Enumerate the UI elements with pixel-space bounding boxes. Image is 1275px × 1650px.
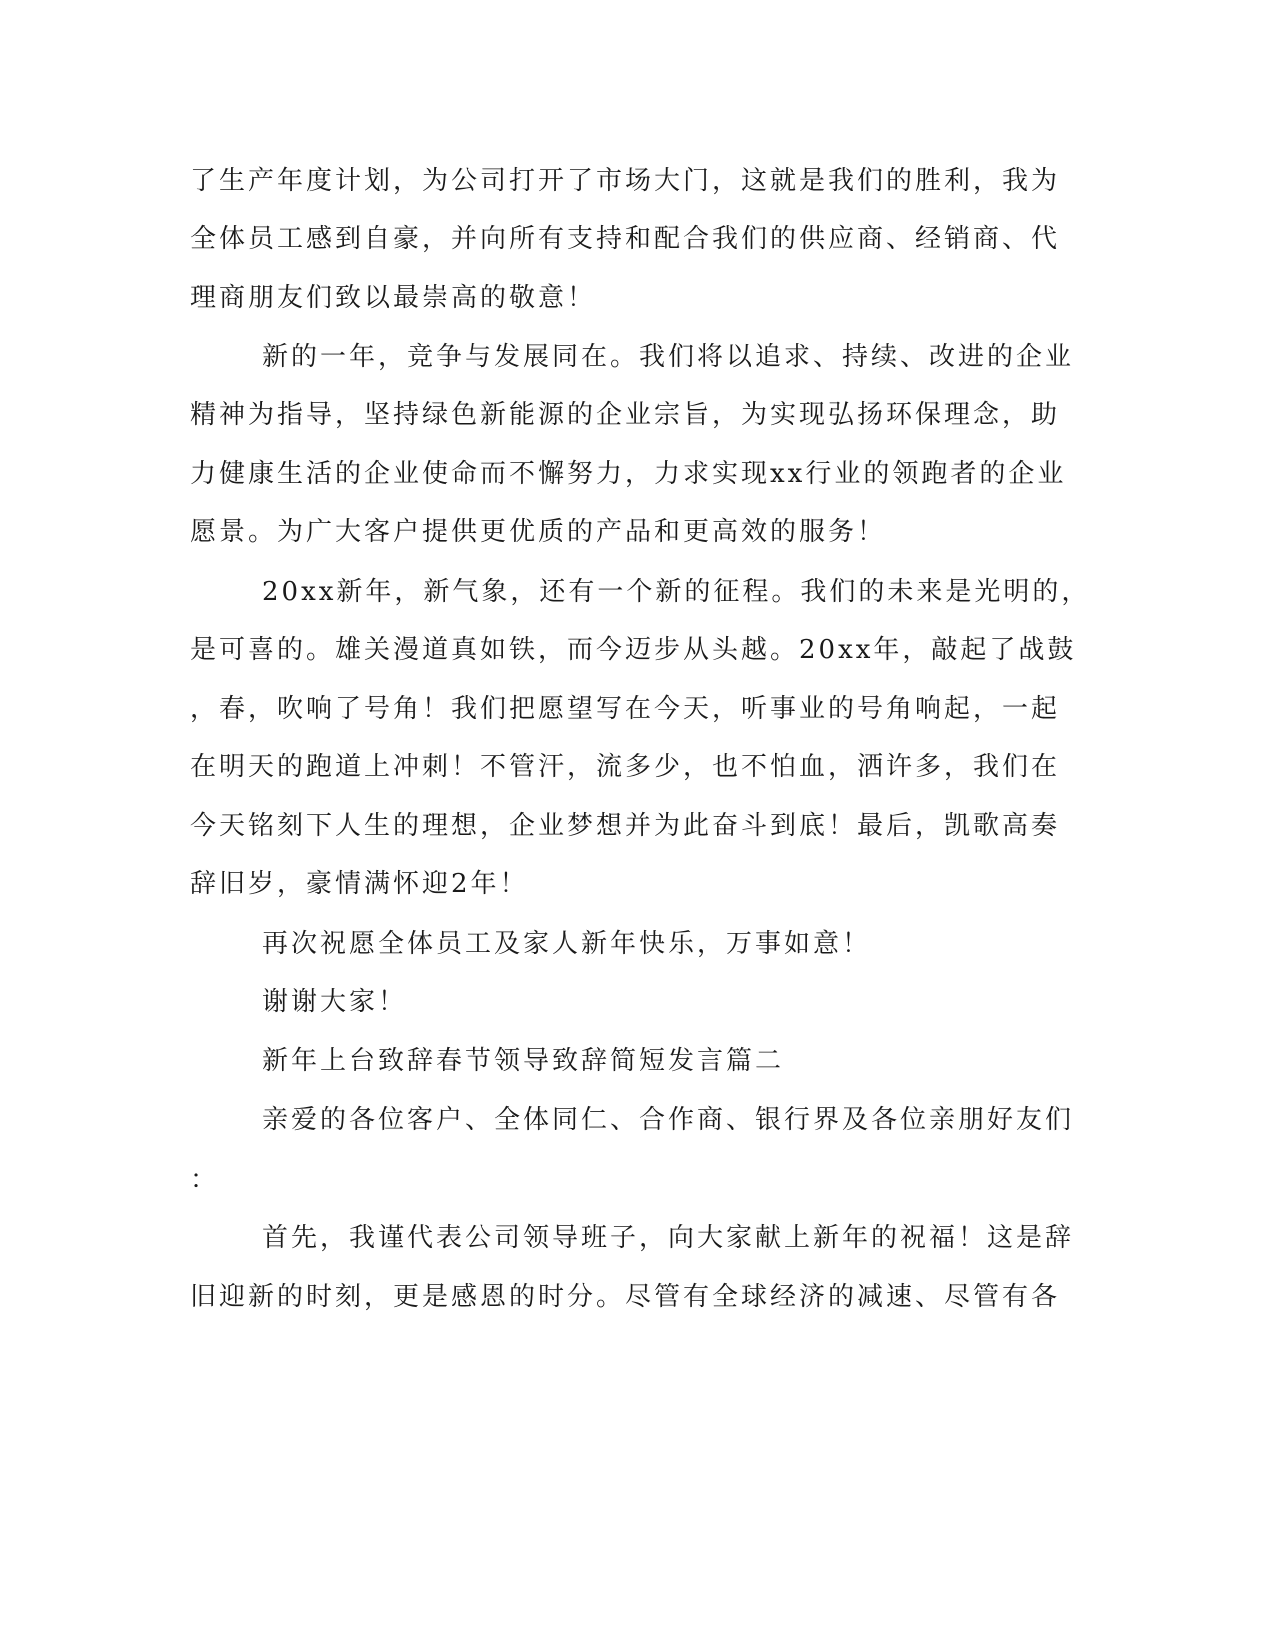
text-line: 全体员工感到自豪，并向所有支持和配合我们的供应商、经销商、代 (190, 224, 1061, 254)
section-heading: 新年上台致辞春节领导致辞简短发言篇二 (262, 1046, 785, 1076)
text-line: 是可喜的。雄关漫道真如铁，而今迈步从头越。20xx年，敲起了战鼓 (190, 635, 1077, 665)
text-line: ： (190, 1165, 220, 1195)
text-line: 今天铭刻下人生的理想，企业梦想并为此奋斗到底！最后，凯歌高奏 (190, 811, 1061, 841)
text-line: 力健康生活的企业使命而不懈努力，力求实现xx行业的领跑者的企业 (190, 459, 1067, 489)
paragraph-start-line: 20xx新年，新气象，还有一个新的征程。我们的未来是光明的， (262, 577, 1091, 607)
paragraph-start-line: 首先，我谨代表公司领导班子，向大家献上新年的祝福！这是辞 (262, 1223, 1075, 1253)
text-line: ，春，吹响了号角！我们把愿望写在今天，听事业的号角响起，一起 (190, 694, 1061, 724)
text-line: 旧迎新的时刻，更是感恩的时分。尽管有全球经济的减速、尽管有各 (190, 1282, 1061, 1312)
text-line: 精神为指导，坚持绿色新能源的企业宗旨，为实现弘扬环保理念，助 (190, 400, 1061, 430)
text-line: 了生产年度计划，为公司打开了市场大门，这就是我们的胜利，我为 (190, 166, 1061, 196)
paragraph-start-line: 再次祝愿全体员工及家人新年快乐，万事如意！ (262, 929, 872, 959)
paragraph-start-line: 新的一年，竞争与发展同在。我们将以追求、持续、改进的企业 (262, 342, 1075, 372)
text-line: 辞旧岁，豪情满怀迎2年！ (190, 869, 529, 899)
paragraph-start-line: 谢谢大家！ (262, 987, 408, 1017)
text-line: 理商朋友们致以最崇高的敬意！ (190, 283, 597, 313)
salutation-line: 亲爱的各位客户、全体同仁、合作商、银行界及各位亲朋好友们 (262, 1105, 1075, 1135)
text-line: 在明天的跑道上冲刺！不管汗，流多少，也不怕血，洒许多，我们在 (190, 752, 1061, 782)
text-line: 愿景。为广大客户提供更优质的产品和更高效的服务！ (190, 517, 887, 547)
